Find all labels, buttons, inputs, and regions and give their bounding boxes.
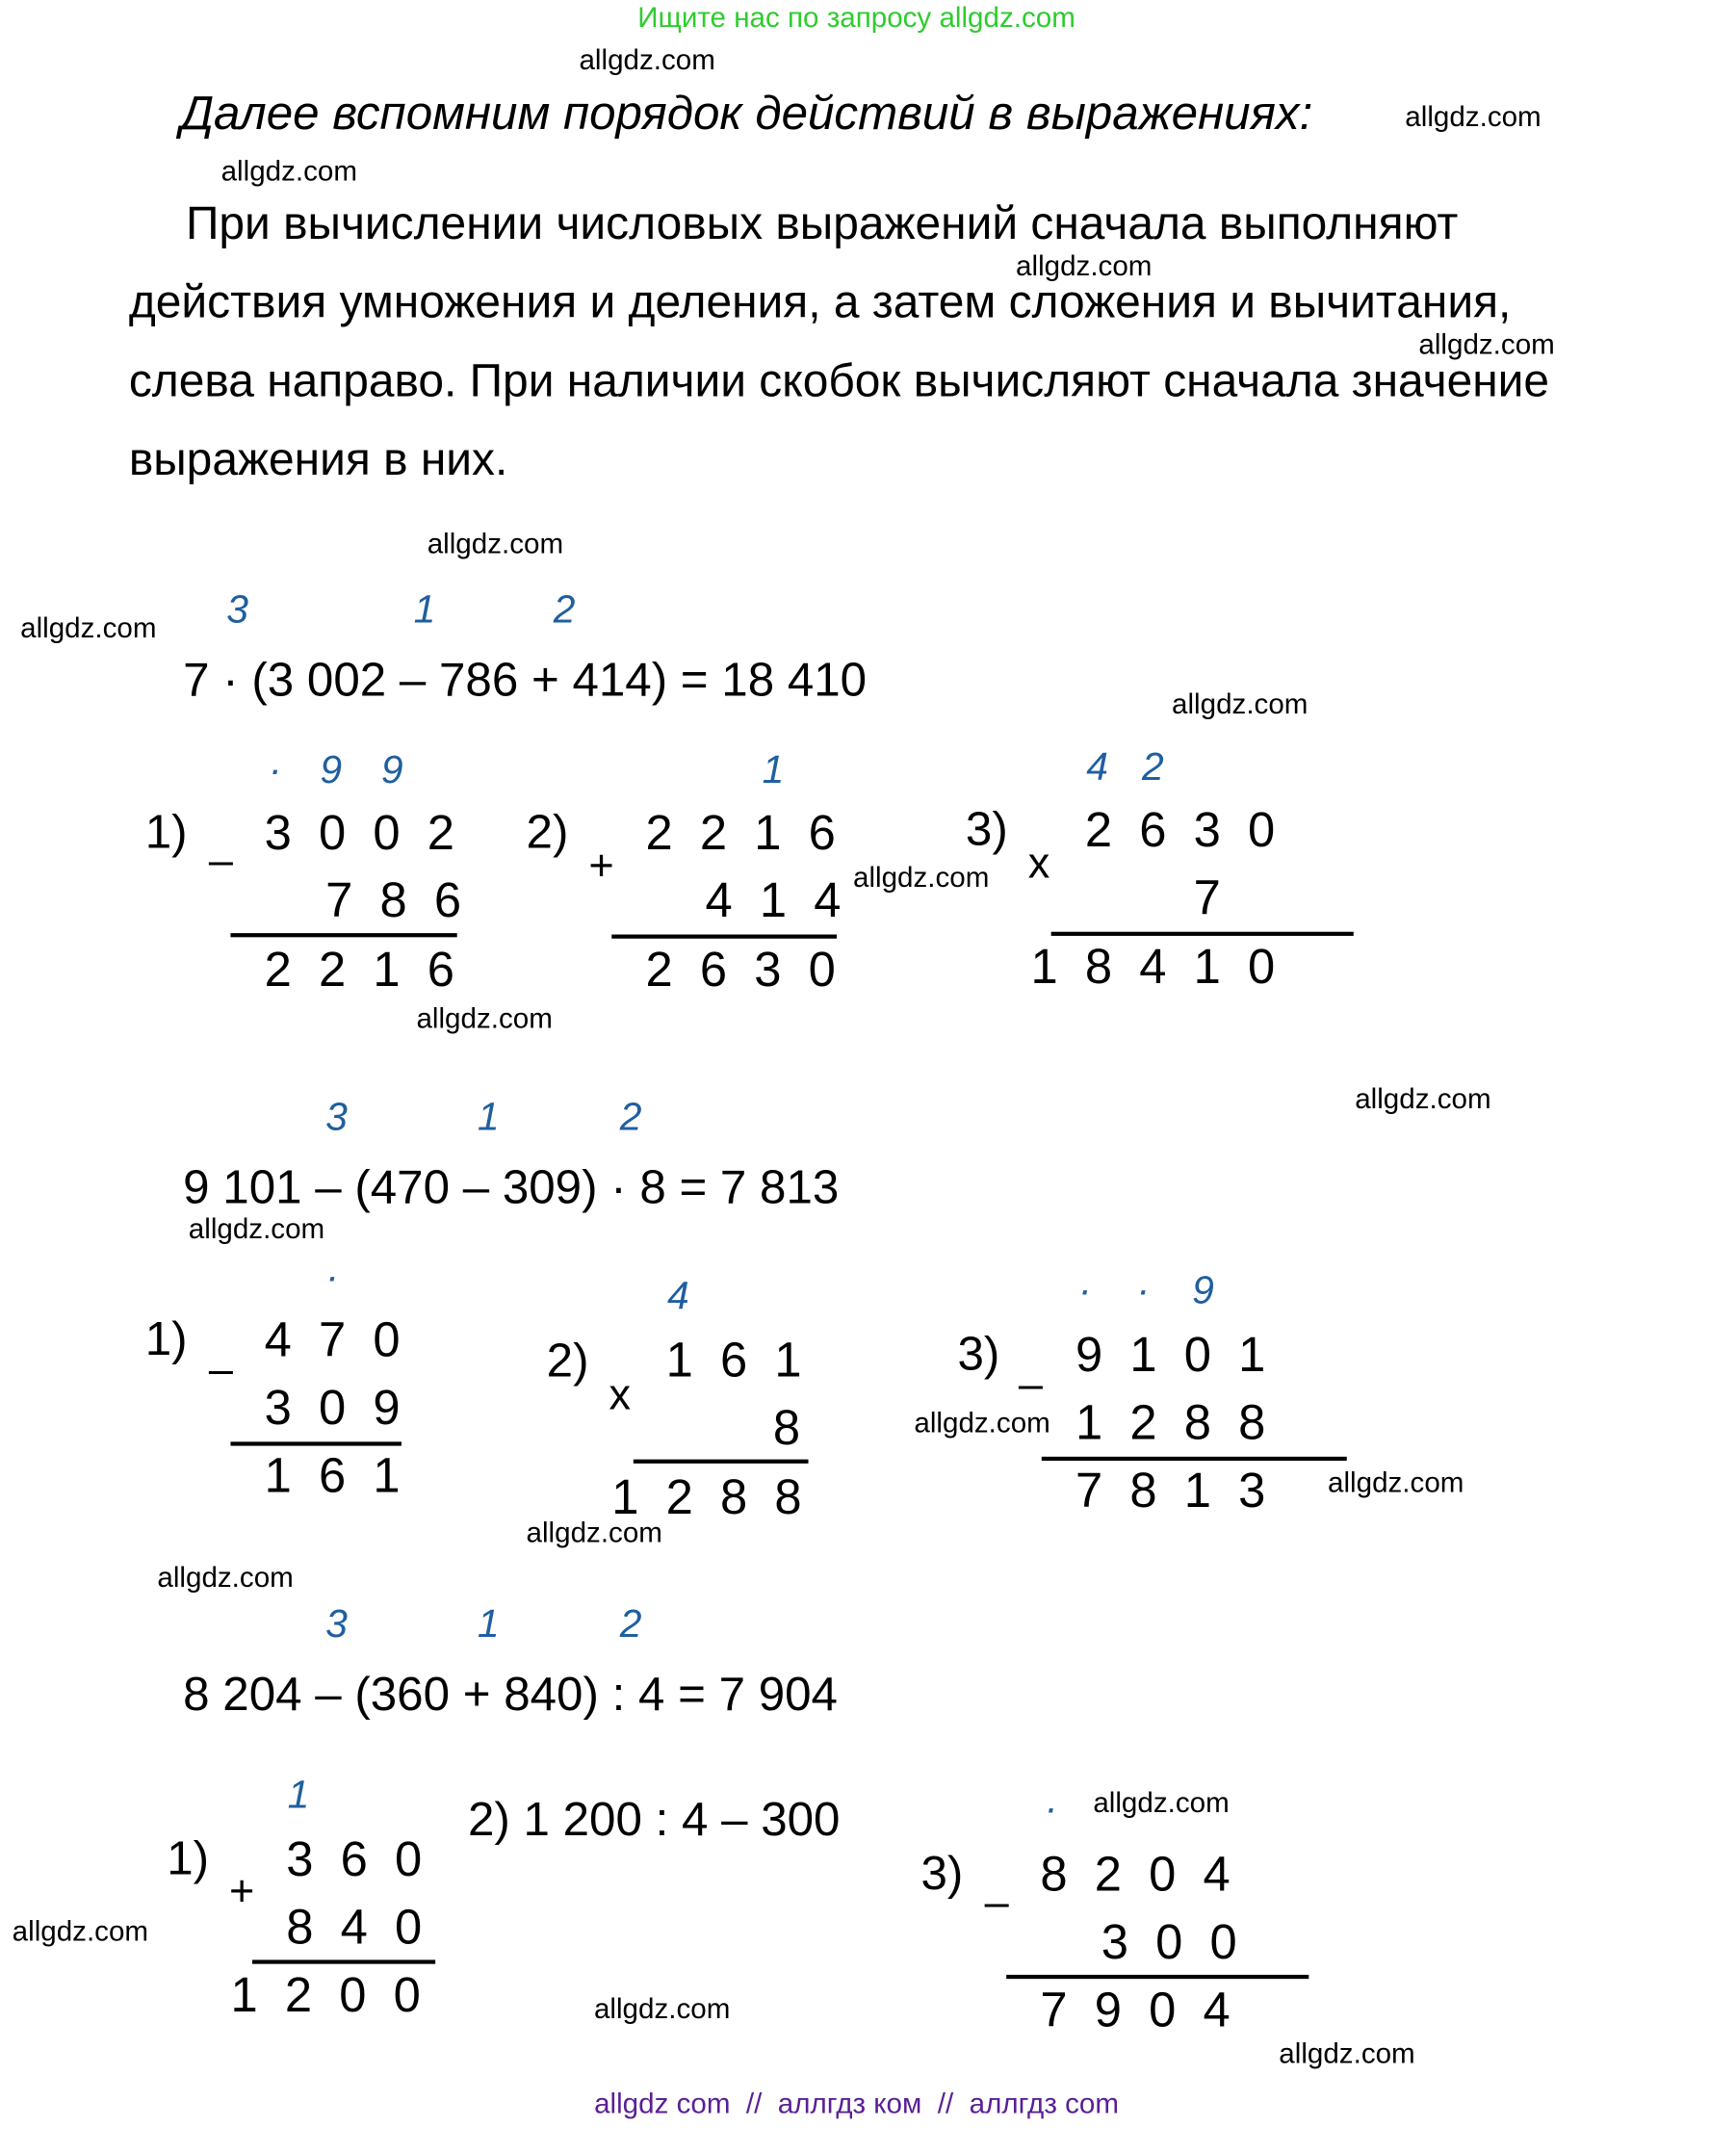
operand: 1288 — [1075, 1394, 1293, 1450]
sum-line — [230, 933, 456, 937]
order-number: 1 — [413, 588, 436, 633]
paragraph-line: выражения в них. — [128, 433, 508, 486]
order-number: 1 — [477, 1602, 500, 1647]
operand: 470 — [264, 1311, 428, 1367]
watermark: allgdz.com — [579, 44, 715, 76]
watermark: allgdz.com — [427, 529, 564, 560]
carry-mark: 9 — [320, 748, 343, 792]
minus-sign: – — [1018, 1359, 1043, 1409]
plus-sign: + — [588, 841, 614, 891]
minus-sign: – — [208, 1343, 233, 1393]
carry-mark: · — [1077, 1269, 1092, 1313]
step-expression: 2) 1 200 : 4 – 300 — [467, 1793, 841, 1847]
carry-mark: · — [1044, 1787, 1058, 1831]
step-label: 1) — [144, 1312, 188, 1366]
order-number: 3 — [226, 588, 248, 633]
operand: 161 — [665, 1332, 829, 1388]
watermark: allgdz.com — [1093, 1787, 1230, 1819]
carry-mark: · — [268, 748, 282, 792]
result: 18410 — [1030, 938, 1303, 995]
result: 7904 — [1040, 1981, 1257, 2037]
paragraph-line: слева направо. При наличии скобок вычисляют сначала значение — [128, 355, 1550, 407]
watermark: allgdz.com — [593, 1993, 731, 2026]
footer-links: allgdz com // аллгдз ком // аллгдз com — [594, 2088, 1119, 2120]
watermark: allgdz.com — [1418, 329, 1555, 361]
watermark: allgdz.com — [853, 862, 990, 895]
expression: 8 204 – (360 + 840) : 4 = 7 904 — [183, 1668, 838, 1722]
order-number: 2 — [619, 1096, 642, 1140]
watermark: allgdz.com — [20, 612, 157, 645]
operand: 3002 — [264, 804, 482, 861]
minus-sign: – — [208, 835, 233, 885]
search-banner: Ищите нас по запросу allgdz.com — [637, 2, 1075, 35]
result: 1288 — [611, 1468, 829, 1525]
paragraph-line: действия умножения и деления, а затем сложения и вычитания, — [128, 276, 1512, 328]
step-label: 3) — [920, 1847, 964, 1901]
order-number: 1 — [477, 1096, 500, 1140]
watermark: allgdz.com — [1355, 1083, 1491, 1115]
watermark: allgdz.com — [526, 1517, 662, 1549]
difference-line — [230, 1441, 401, 1445]
plus-sign: + — [229, 1866, 255, 1915]
operand: 360 — [286, 1830, 450, 1887]
difference-line — [1006, 1975, 1308, 1979]
watermark: allgdz.com — [914, 1408, 1050, 1440]
carry-mark: 4 — [667, 1275, 689, 1319]
operand: 2630 — [1084, 801, 1303, 858]
minus-sign: – — [984, 1877, 1009, 1927]
carry-mark: 9 — [380, 748, 403, 792]
product-line — [1051, 932, 1354, 936]
operand: 8 — [772, 1399, 828, 1456]
carry-mark: 2 — [1142, 745, 1164, 790]
section-heading: Далее вспомним порядок действий в выражениях: — [180, 87, 1313, 141]
carry-mark: 1 — [287, 1774, 310, 1818]
step-label: 2) — [526, 805, 569, 859]
operand: 8204 — [1040, 1846, 1257, 1902]
difference-line — [1042, 1457, 1347, 1461]
product-line — [634, 1460, 809, 1464]
carry-mark: 1 — [762, 748, 785, 792]
watermark: allgdz.com — [220, 155, 358, 188]
result: 161 — [264, 1446, 428, 1503]
expression: 7 · (3 002 – 786 + 414) = 18 410 — [183, 653, 868, 707]
multiply-sign: x — [609, 1369, 631, 1419]
order-number: 3 — [325, 1096, 348, 1140]
step-label: 3) — [965, 802, 1008, 856]
watermark: allgdz.com — [188, 1213, 325, 1246]
step-label: 1) — [167, 1832, 210, 1885]
result: 1200 — [230, 1966, 448, 2023]
result: 7813 — [1075, 1462, 1293, 1518]
expression: 9 101 – (470 – 309) · 8 = 7 813 — [183, 1160, 840, 1214]
operand: 2216 — [645, 804, 864, 861]
carry-mark: 4 — [1086, 745, 1109, 790]
step-label: 1) — [144, 805, 188, 859]
sum-line — [252, 1959, 435, 1963]
operand: 414 — [705, 871, 868, 928]
operand: 300 — [1101, 1913, 1264, 1970]
order-number: 2 — [553, 588, 576, 633]
watermark: allgdz.com — [1172, 688, 1308, 720]
order-number: 3 — [325, 1602, 348, 1647]
sum-line — [611, 935, 837, 939]
multiply-sign: x — [1027, 838, 1050, 888]
step-label: 2) — [546, 1335, 589, 1388]
watermark: allgdz.com — [416, 1003, 553, 1035]
operand: 786 — [325, 871, 489, 928]
carry-mark: 9 — [1192, 1269, 1214, 1313]
paragraph-line: При вычислении числовых выражений сначала выполняют — [185, 197, 1459, 250]
watermark: allgdz.com — [1279, 2038, 1415, 2070]
operand: 9101 — [1075, 1326, 1293, 1383]
step-label: 3) — [957, 1328, 1000, 1381]
watermark: allgdz.com — [12, 1916, 149, 1948]
operand: 7 — [1193, 869, 1248, 925]
result: 2630 — [645, 941, 864, 998]
result: 2216 — [264, 941, 482, 998]
watermark: allgdz.com — [157, 1562, 294, 1595]
watermark: allgdz.com — [1405, 101, 1542, 134]
order-number: 2 — [619, 1602, 642, 1647]
operand: 309 — [264, 1379, 428, 1436]
watermark: allgdz.com — [1016, 250, 1153, 282]
carry-mark: · — [325, 1256, 339, 1300]
operand: 840 — [286, 1899, 450, 1955]
watermark: allgdz.com — [1328, 1467, 1464, 1499]
carry-mark: · — [1136, 1269, 1151, 1313]
